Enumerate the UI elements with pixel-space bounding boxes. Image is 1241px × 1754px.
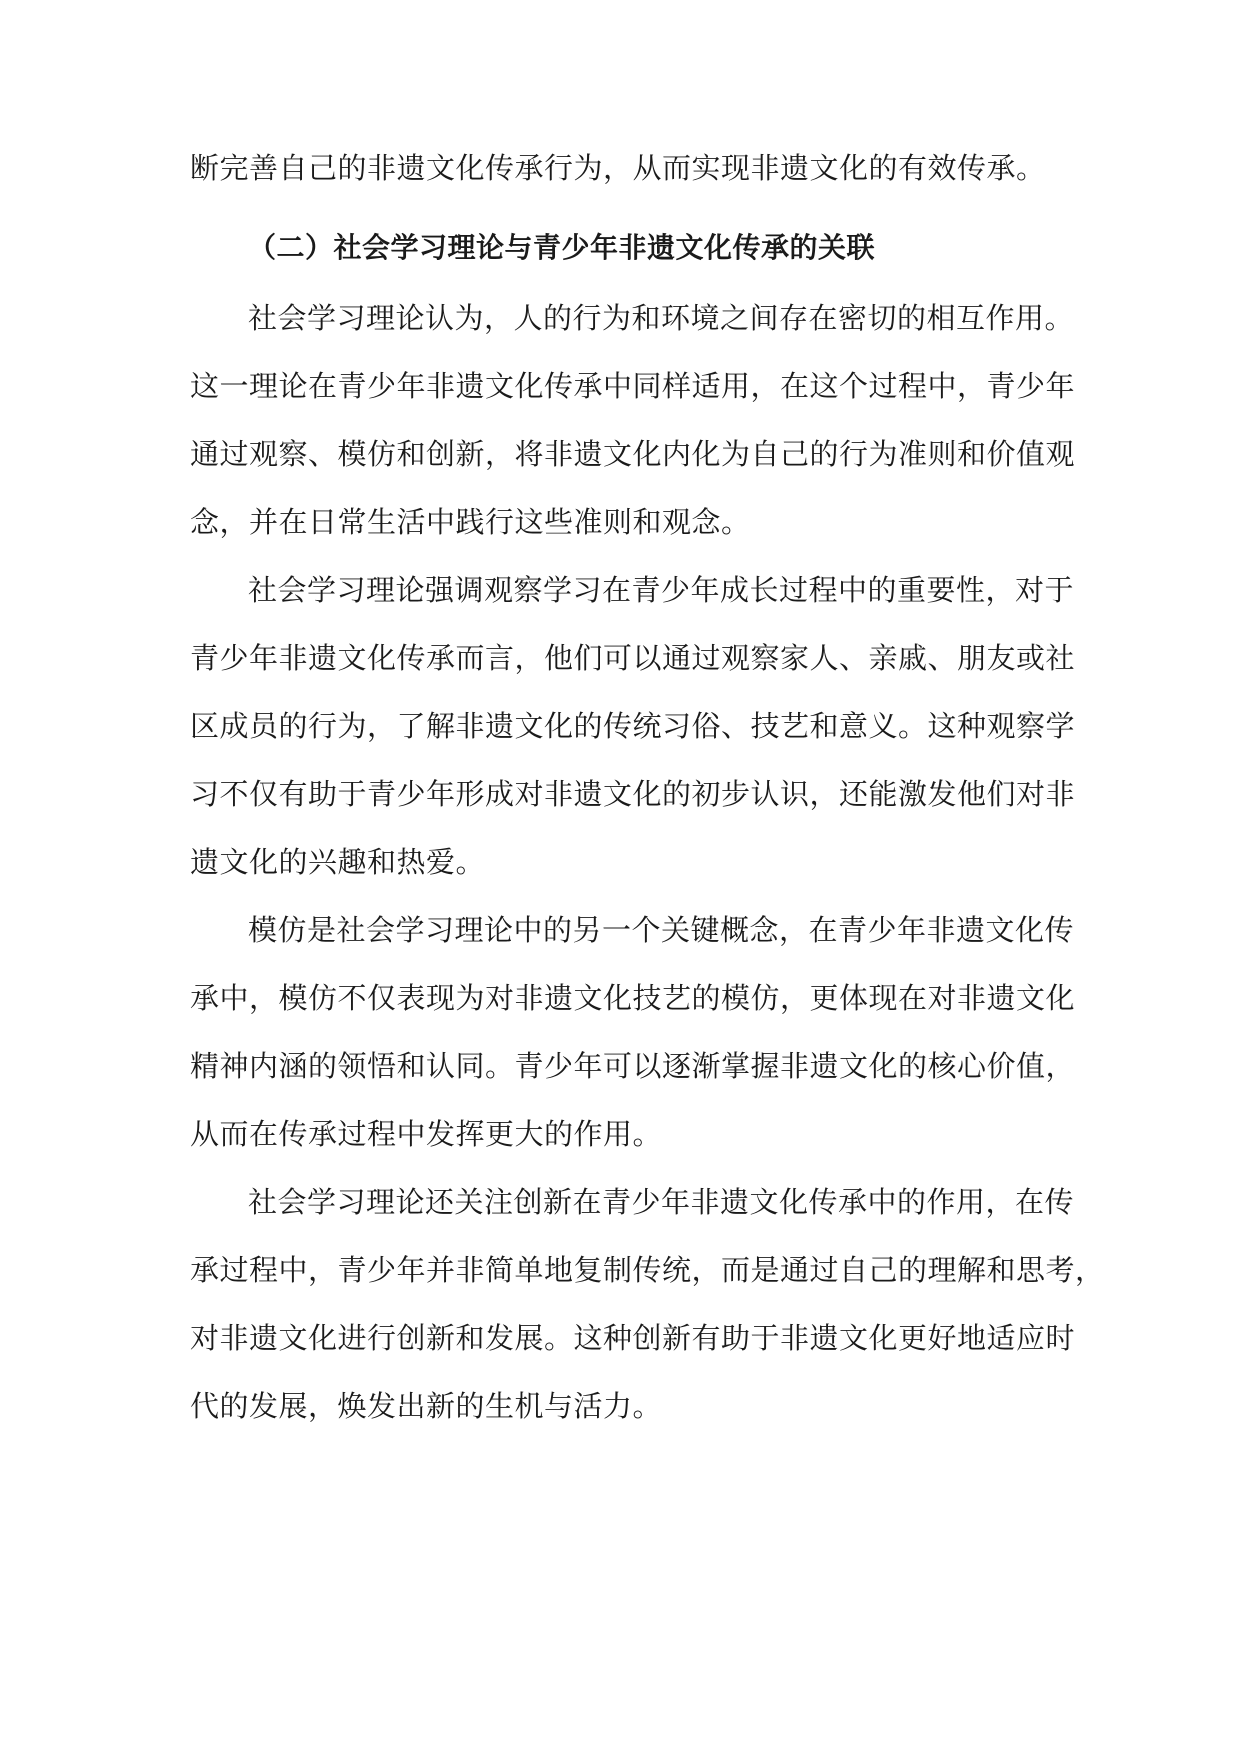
paragraph-line: 承过程中，青少年并非简单地复制传统，而是通过自己的理解和思考， <box>190 1253 1105 1287</box>
paragraph-line: 断完善自己的非遗文化传承行为，从而实现非遗文化的有效传承。 <box>190 151 1046 185</box>
paragraph-line: 代的发展，焕发出新的生机与活力。 <box>190 1389 663 1423</box>
paragraph-line: 区成员的行为，了解非遗文化的传统习俗、技艺和意义。这种观察学 <box>190 709 1076 743</box>
paragraph-line: 青少年非遗文化传承而言，他们可以通过观察家人、亲戚、朋友或社 <box>190 641 1076 675</box>
paragraph-line: 社会学习理论强调观察学习在青少年成长过程中的重要性，对于 <box>248 573 1075 607</box>
paragraph-line: 念，并在日常生活中践行这些准则和观念。 <box>190 505 751 539</box>
paragraph-line: 这一理论在青少年非遗文化传承中同样适用，在这个过程中，青少年 <box>190 369 1076 403</box>
paragraph-line: 从而在传承过程中发挥更大的作用。 <box>190 1117 663 1151</box>
paragraph-line: 精神内涵的领悟和认同。青少年可以逐渐掌握非遗文化的核心价值， <box>190 1049 1076 1083</box>
paragraph-line: 模仿是社会学习理论中的另一个关键概念，在青少年非遗文化传 <box>248 913 1075 947</box>
paragraph-line: 遗文化的兴趣和热爱。 <box>190 845 486 879</box>
paragraph-line: 对非遗文化进行创新和发展。这种创新有助于非遗文化更好地适应时 <box>190 1321 1076 1355</box>
paragraph-line: 通过观察、模仿和创新，将非遗文化内化为自己的行为准则和价值观 <box>190 437 1076 471</box>
paragraph-line: 社会学习理论还关注创新在青少年非遗文化传承中的作用，在传 <box>248 1185 1075 1219</box>
section-heading: （二）社会学习理论与青少年非遗文化传承的关联 <box>248 231 876 264</box>
paragraph-line: 习不仅有助于青少年形成对非遗文化的初步认识，还能激发他们对非 <box>190 777 1076 811</box>
paragraph-line: 社会学习理论认为，人的行为和环境之间存在密切的相互作用。 <box>248 301 1075 335</box>
paragraph-line: 承中，模仿不仅表现为对非遗文化技艺的模仿，更体现在对非遗文化 <box>190 981 1076 1015</box>
